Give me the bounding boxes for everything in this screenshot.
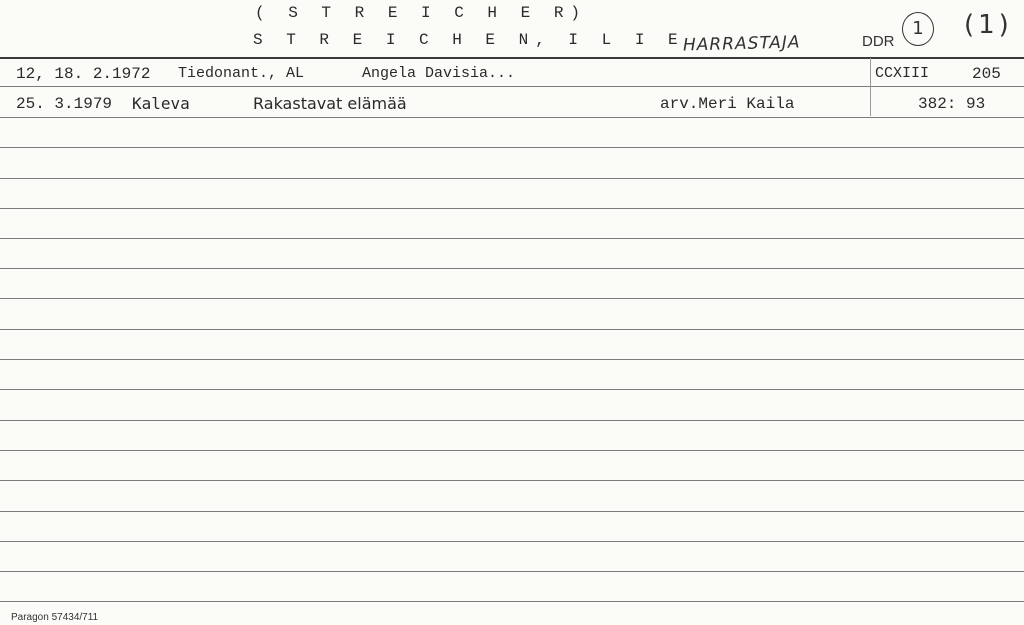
parenthesized-number: (1) [964,10,1013,40]
entry-2-reviewer: arv.Meri Kaila [660,95,795,113]
person-name: S T R E I C H E N, I L I E [253,31,685,49]
entry-2-page: 382: 93 [918,95,986,113]
row-line [0,359,1024,360]
entry-2-title: Rakastavat elämää [253,94,407,113]
row-line [0,450,1024,451]
row-line [0,601,1024,602]
row-line [0,178,1024,179]
row-line [0,147,1024,148]
entry-1-title: Angela Davisia... [362,65,516,82]
row-line [0,208,1024,209]
handwritten-note: HARRASTAJA [682,32,801,56]
print-code: Paragon 57434/711 [11,612,99,623]
column-divider [870,58,871,116]
entry-1-page: 205 [972,65,1001,83]
row-line [0,329,1024,330]
row-line [0,268,1024,269]
row-line [0,298,1024,299]
entry-1-publisher: Tiedonant., AL [178,65,305,82]
circled-number: 1 [902,12,934,46]
row-line [0,117,1024,118]
country-code: DDR [862,33,895,50]
row-line [0,420,1024,421]
row-line [0,238,1024,239]
entry-2-publisher: Kaleva [132,94,190,113]
alt-name: ( S T R E I C H E R) [255,4,588,22]
entry-2-date: 25. 3.1979 [16,95,113,113]
entry-1-ref: CCXIII [875,65,930,82]
row-line [0,541,1024,542]
row-line [0,480,1024,481]
entry-1-date: 12, 18. 2.1972 [16,65,151,83]
row-line [0,571,1024,572]
row-line [0,511,1024,512]
row-line [0,389,1024,390]
